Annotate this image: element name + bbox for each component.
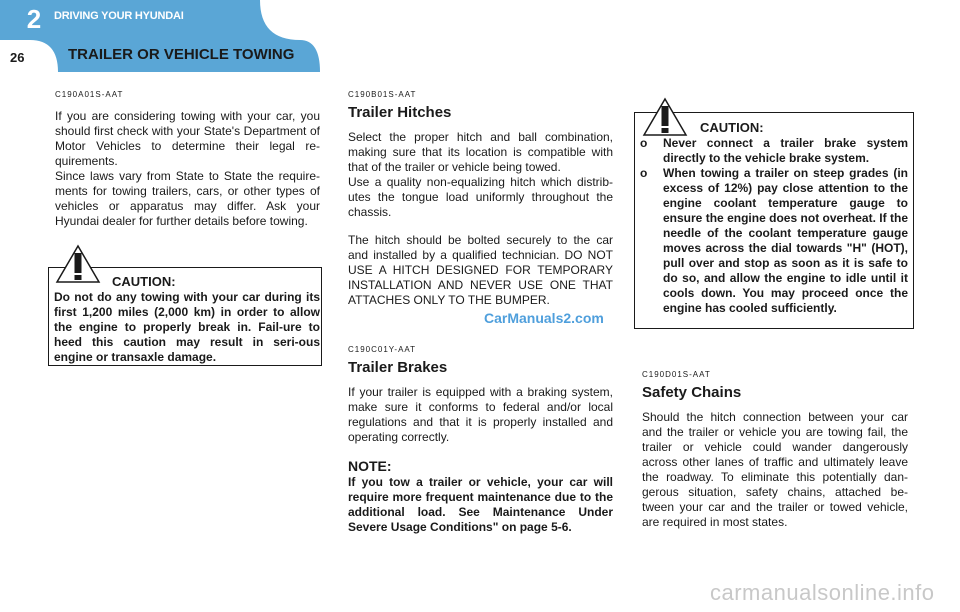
section-code: C190C01Y-AAT (348, 345, 417, 354)
column-1 (55, 90, 320, 229)
caution-title: CAUTION: (700, 120, 764, 135)
caution-bullet-item (640, 166, 908, 316)
caution-title: CAUTION: (112, 274, 176, 289)
warning-triangle-icon (642, 97, 688, 137)
note-title: NOTE: (348, 458, 392, 474)
warning-triangle-icon (55, 244, 101, 284)
brakes-paragraph: If your trailer is equipped with a braking system, make sure it conforms to federal and/or local regulations and that it is properly installed and operating correctly. (348, 385, 613, 444)
caution-bullet-text: Never connect a trailer brake system directly to the vehicle brake system. (663, 136, 908, 165)
hitches-paragraph-1: Select the proper hitch and ball combination, making sure that its location is compatible with that of the trailer or vehicle being towed. (348, 130, 613, 174)
heading-trailer-brakes: Trailer Brakes (348, 359, 448, 376)
intro-paragraph: If you are considering towing with your car, you should first check with your State's Department of Motor Vehicles to determine their legal re-quirements. (55, 109, 320, 168)
caution-text: Do not do any towing with your car during its first 1,200 miles (2,000 km) in order to allow the engine to properly break in. Fail-ure to heed this caution may result in seri-ous engine or transaxle damage. (54, 290, 320, 364)
bullet-marker: o (640, 166, 648, 180)
section-code: C190A01S-AAT (55, 90, 124, 99)
section-code: C190D01S-AAT (642, 370, 711, 379)
bullet-marker: o (640, 136, 648, 150)
intro-paragraph-2: Since laws vary from State to State the require-ments for towing trailers, cars, or other types of vehicles or apparatus may differ. Ask your Hyundai dealer for further details before towing. (55, 169, 320, 228)
page-number: 26 (10, 50, 25, 65)
caution-bullet-item (640, 136, 908, 166)
chapter-title: DRIVING YOUR HYUNDAI (54, 10, 184, 22)
heading-trailer-hitches: Trailer Hitches (348, 104, 452, 121)
note-text: If you tow a trailer or vehicle, your car will require more frequent maintenance due to the additional load. See Maintenance Under Severe Usage Conditions" on page 5-6. (348, 475, 613, 534)
section-title: TRAILER OR VEHICLE TOWING (68, 46, 295, 63)
caution-bullet-list (640, 136, 908, 316)
heading-safety-chains: Safety Chains (642, 384, 742, 401)
section-code: C190B01S-AAT (348, 90, 417, 99)
column-3 (642, 370, 908, 530)
hitches-paragraph-3: The hitch should be bolted securely to the car and installed by a qualified technician. DO NOT USE A HITCH DESIGNED FOR TEMPORARY INSTALLATION AND NEVER USE ONE THAT ATTACHES ONLY TO THE BUMPER. (348, 233, 613, 307)
watermark-carmanuals2: CarManuals2.com (484, 310, 604, 326)
chains-paragraph: Should the hitch connection between your car and the trailer or vehicle you are towing fail, the trailer or vehicle could wander dangerously across other lanes of traffic and ultimately leave the roadway. To eliminate this potentially dan-gerous situation, safety chains, attached be-tween your car and the trailer or towed vehicle, are required in most states. (642, 410, 908, 529)
watermark-carmanualsonline: carmanualsonline.info (710, 580, 935, 605)
hitches-paragraph-2: Use a quality non-equalizing hitch which distrib-utes the tongue load uniformly throughout the chassis. (348, 175, 613, 219)
caution-bullet-text: When towing a trailer on steep grades (in excess of 12%) pay close attention to the engine coolant temperature gauge to ensure the engine does not overheat. If the needle of the coolant temperature gauge moves across the dial towards "H" (HOT), pull over and stop as soon as it is safe to do so, and allow the engine to idle until it cools down. You may proceed once the engine has cooled sufficiently. (663, 166, 908, 315)
chapter-number: 2 (26, 4, 42, 34)
